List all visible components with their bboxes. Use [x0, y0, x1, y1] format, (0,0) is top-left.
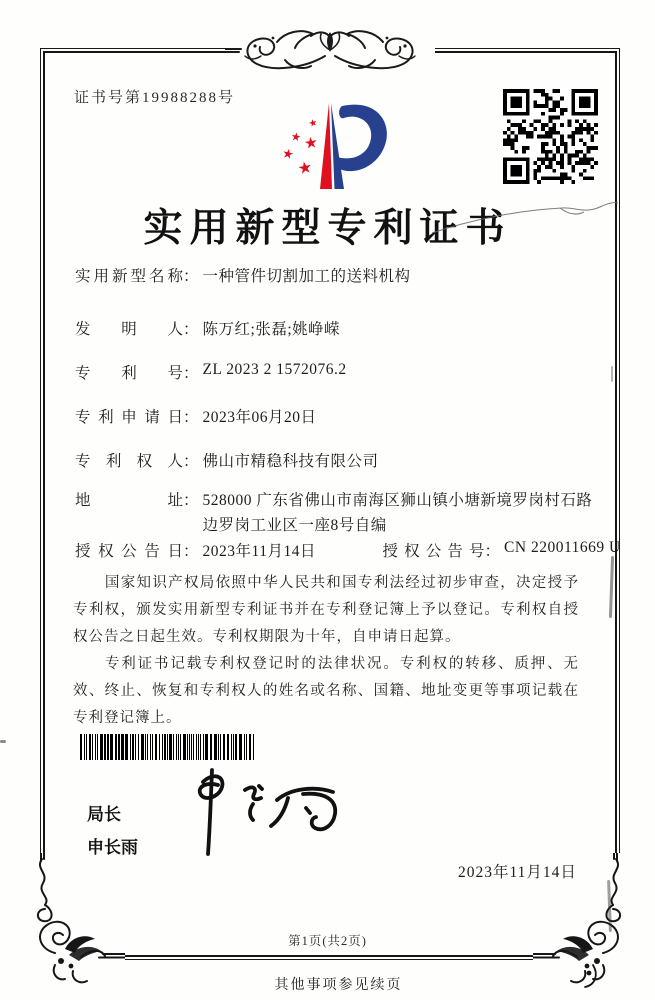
legal-text: [73, 570, 579, 732]
cnipa-logo-icon: [252, 96, 430, 202]
field-patentee: [75, 449, 379, 471]
director-name: 申长雨: [87, 838, 138, 857]
director-signature-handwriting: [185, 760, 375, 862]
field-colon: ：: [183, 409, 199, 426]
field-label: 专利申请日: [75, 409, 183, 426]
certificate-number: 证书号第19988288号: [74, 90, 236, 106]
field-colon: ：: [484, 543, 501, 560]
border-ornament-top-icon: [225, 26, 435, 74]
field-label: 实用新型名称: [75, 268, 183, 285]
field-address: [75, 488, 605, 538]
field-colon: ：: [183, 543, 199, 560]
field-colon: ：: [183, 492, 199, 509]
issue-date: 2023年11月14日: [458, 864, 577, 881]
legal-paragraph-2: 专利证书记载专利权登记时的法律状况。专利权的转移、质押、无效、终止、恢复和专利权人的姓名或名称、国籍、地址变更等事项记载在专利登记簿上。: [73, 656, 579, 726]
field-label: 授权公告日: [75, 543, 183, 560]
page-number: 第1页(共2页): [288, 934, 367, 948]
field-colon: ：: [183, 453, 199, 470]
scan-artifact-mark: [0, 740, 6, 743]
field-value: 2023年06月20日: [202, 409, 317, 426]
certificate-title: 实用新型专利证书: [143, 207, 512, 250]
field-value: CN 220011669 U: [504, 539, 621, 556]
field-value: 2023年11月14日: [202, 543, 316, 560]
field-value: 陈万红;张磊;姚峥嵘: [202, 321, 341, 338]
field-colon: ：: [183, 268, 199, 285]
field-grant-row: [75, 539, 655, 561]
field-label: 专利号: [75, 365, 183, 382]
field-label: 地址: [75, 492, 183, 509]
scan-artifact-streak: [611, 366, 613, 382]
field-label: 授权公告号: [382, 543, 485, 560]
field-inventors: [75, 317, 340, 339]
legal-paragraph-1: 国家知识产权局依照中华人民共和国专利法经过初步审查，决定授予专利权，颁发实用新型专利证书并在专利登记簿上予以登记。专利权自授权公告之日起生效。专利权期限为十年，自申请日起算。: [73, 575, 579, 645]
continuation-note: 其他事项参见续页: [274, 978, 403, 993]
qr-code: [503, 89, 598, 184]
field-colon: ：: [183, 321, 199, 338]
field-label: 专利权人: [75, 453, 183, 470]
field-label: 发明人: [75, 321, 183, 338]
field-value: 一种管件切割加工的送料机构: [202, 268, 411, 285]
field-value: 佛山市精稳科技有限公司: [202, 453, 379, 470]
field-patent-number: [75, 361, 347, 383]
field-utility-model-name: [75, 264, 411, 286]
border-ornament-bottom-left-icon: [25, 853, 125, 993]
barcode: [80, 734, 260, 760]
field-value: ZL 2023 2 1572076.2: [202, 361, 347, 378]
field-colon: ：: [183, 365, 199, 382]
field-filing-date: [75, 405, 317, 427]
director-title: 局长: [87, 805, 121, 824]
director-block: [87, 798, 138, 864]
field-value: 528000 广东省佛山市南海区狮山镇小塘新境罗岗村石路边罗岗工业区一座8号自编: [202, 492, 593, 534]
